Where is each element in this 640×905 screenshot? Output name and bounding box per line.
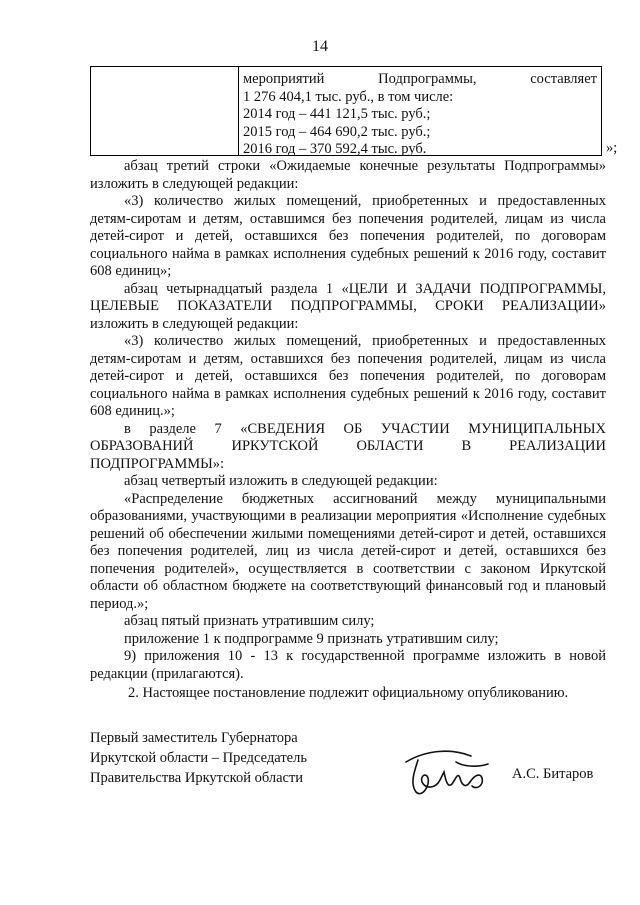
table-text: Подпрограммы, [378,71,477,87]
table-text: составляет [530,71,597,87]
table-line: 2014 год – 441 121,5 тыс. руб.; [243,106,431,122]
page-number: 14 [312,38,328,55]
paragraph: «Распределение бюджетных ассигнований между муниципальными образованиями, участвующими в реализации мероприятия «Исполнение судебных решений об обеспечении жилыми помещениями детей-сирот и детей, оставшихся без попечения родителей, лиц из числа детей-сирот и детей, оставшихся без попечения родителей», осуществляется в соответствии с законом Иркутской области об областном бюджете на соответствующий финансовый год и плановый период.»; [90,490,606,612]
paragraph: «3) количество жилых помещений, приобретенных и предоставленных детям-сиротам и детям, оставшихся без попечения родителей, лицам из числа детей-сирот и детей, оставшихся без попечения родителей, по договорам социального найма в рамках исполнения судебных решений к 2016 году, составит 608 единиц.»; [90,333,606,419]
paragraph: в разделе 7 «СВЕДЕНИЯ ОБ УЧАСТИИ МУНИЦИПАЛЬНЫХ ОБРАЗОВАНИЙ ИРКУТСКОЙ ОБЛАСТИ В РЕАЛИЗАЦИИ ПОДПРОГРАММЫ»: [90,420,606,472]
table-line: 2016 год – 370 592,4 тыс. руб. [243,141,427,157]
signatory-line: Правительства Иркутской области [90,770,304,786]
table-line [243,71,597,89]
paragraph: 9) приложения 10 - 13 к государственной программе изложить в новой редакции (прилагаются). [90,648,606,682]
table-closing-quote: »; [606,140,618,156]
table-column-divider [238,67,239,155]
table-text: мероприятий [243,71,325,87]
table-fragment [90,66,602,156]
paragraph: 2. Настоящее постановление подлежит официальному опубликованию. [128,685,569,701]
signatory-name: А.С. Битаров [512,766,594,782]
paragraph: абзац четырнадцатый раздела 1 «ЦЕЛИ И ЗАДАЧИ ПОДПРОГРАММЫ, ЦЕЛЕВЫЕ ПОКАЗАТЕЛИ ПОДПРОГРАММЫ, СРОКИ РЕАЛИЗАЦИИ» изложить в следующей редакции: [90,280,606,332]
signatory-line: Иркутской области – Председатель [90,750,307,766]
table-line: 1 276 404,1 тыс. руб., в том числе: [243,88,454,105]
paragraph: приложение 1 к подпрограмме 9 признать утратившим силу; [124,630,499,647]
paragraph: абзац четвертый изложить в следующей редакции: [124,473,438,489]
table-line: 2015 год – 464 690,2 тыс. руб.; [243,123,431,140]
paragraph: «3) количество жилых помещений, приобретенных и предоставленных детям-сиротам и детям, оставшимся без попечения родителей, лицам из числа детей-сирот и детей, оставшихся без попечения родителей, по договорам социального найма в рамках исполнения судебных решений к 2016 году, составит 608 единиц»; [90,193,606,279]
paragraph: абзац пятый признать утратившим силу; [124,613,375,629]
paragraph: абзац третий строки «Ожидаемые конечные результаты Подпрограммы» изложить в следующей редакции: [90,158,606,192]
handwritten-signature [396,742,496,802]
signatory-line: Первый заместитель Губернатора [90,730,298,746]
signatory-title [90,728,307,788]
table-cell [243,71,597,159]
document-body [90,158,606,703]
